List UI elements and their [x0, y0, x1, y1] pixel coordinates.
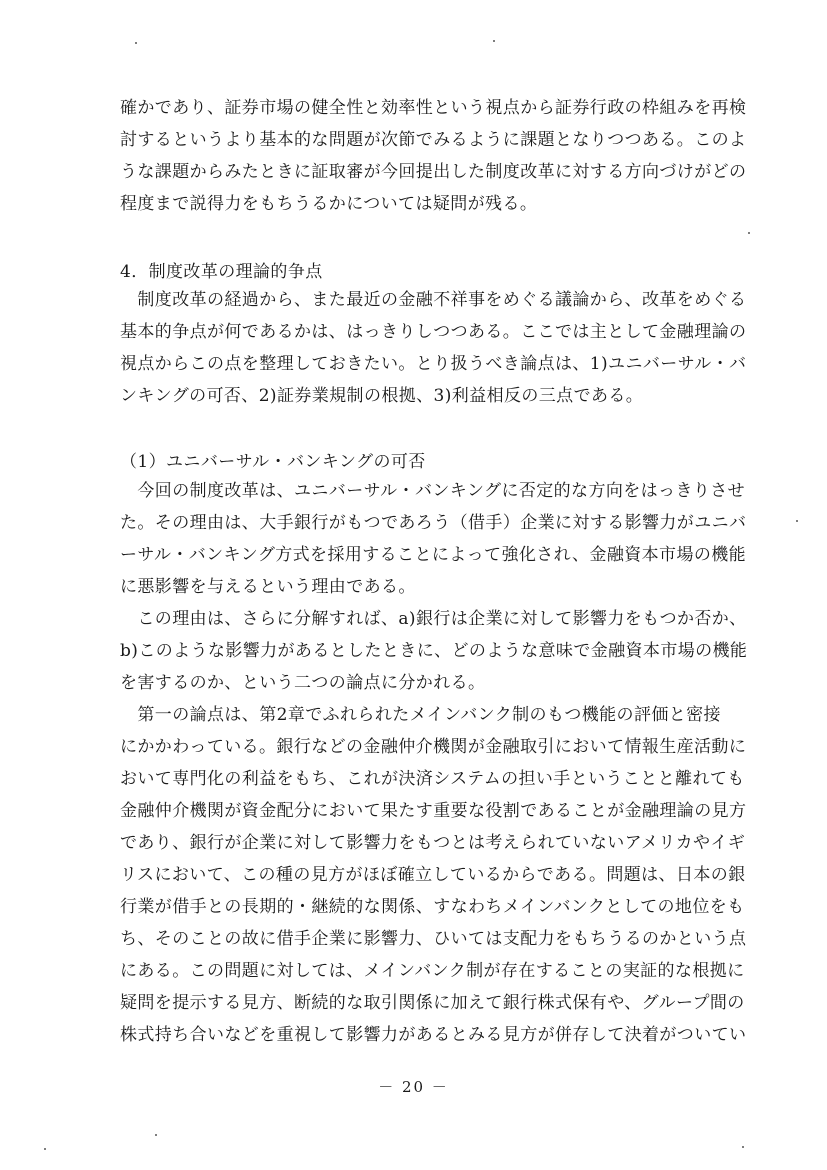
subsection-heading: （1）ユニバーサル・バンキングの可否: [120, 452, 426, 472]
paragraph-line: おいて専門化の利益をもち、これが決済システムの担い手ということと離れても: [120, 769, 745, 789]
paragraph-line: を害するのか、という二つの論点に分かれる。: [120, 673, 486, 693]
paragraph-line: にかかわっている。銀行などの金融仲介機関が金融取引において情報生産活動に: [120, 737, 747, 757]
paragraph-line: リスにおいて、この種の見方がほぼ確立しているからである。問題は、日本の銀: [120, 865, 746, 885]
paragraph-line: た。その理由は、大手銀行がもつであろう（借手）企業に対する影響力がユニバ: [120, 513, 747, 533]
paragraph-line: 第一の論点は、第2章でふれられたメインバンク制のもつ機能の評価と密接: [120, 705, 721, 725]
page-number: － 20 －: [378, 1078, 449, 1096]
paragraph-line: 視点からこの点を整理しておきたい。とり扱うべき論点は、1)ユニバーサル・バ: [120, 354, 747, 374]
paragraph-line: 株式持ち合いなどを重視して影響力があるとみる見方が併存して決着がついてい: [120, 1025, 747, 1045]
scan-speck: [742, 1146, 744, 1148]
paragraph-line: であり、銀行が企業に対して影響力をもつとは考えられていないアメリカやイギ: [120, 833, 746, 853]
paragraph-line: 討するというより基本的な問題が次節でみるように課題となりつつある。このよ: [120, 130, 747, 150]
paragraph-line: b)このような影響力があるとしたときに、どのような意味で金融資本市場の機能: [120, 641, 748, 661]
paragraph-line: 程度まで説得力をもちうるかについては疑問が残る。: [120, 194, 538, 214]
paragraph-line: 疑問を提示する見方、断続的な取引関係に加えて銀行株式保有や、グループ間の: [120, 993, 745, 1013]
paragraph-line: ンキングの可否、2)証券業規制の根拠、3)利益相反の三点である。: [120, 386, 644, 406]
paragraph-line: 確かであり、証券市場の健全性と効率性という視点から証券行政の枠組みを再検: [120, 98, 747, 118]
scan-speck: [135, 42, 137, 44]
paragraph-line: 行業が借手との長期的・継続的な関係、すなわちメインバンクとしての地位をも: [120, 897, 745, 917]
paragraph-line: にある。この問題に対しては、メインバンク制が存在することの実証的な根拠に: [120, 961, 745, 981]
scan-speck: [493, 40, 495, 42]
paragraph-line: 制度改革の経過から、また最近の金融不祥事をめぐる議論から、改革をめぐる: [120, 290, 747, 310]
scan-speck: [748, 232, 750, 234]
paragraph-line: に悪影響を与えるという理由である。: [120, 577, 416, 597]
paragraph-line: 基本的争点が何であるかは、はっきりしつつある。ここでは主として金融理論の: [120, 322, 747, 342]
scan-speck: [44, 1148, 46, 1150]
section-heading: 4．制度改革の理論的争点: [120, 262, 323, 282]
paragraph-line: ち、そのことの故に借手企業に影響力、ひいては支配力をもちうるのかという点: [120, 929, 747, 949]
scan-speck: [155, 1134, 157, 1136]
paragraph-line: うな課題からみたときに証取審が今回提出した制度改革に対する方向づけがどの: [120, 162, 747, 182]
paragraph-line: 今回の制度改革は、ユニバーサル・バンキングに否定的な方向をはっきりさせ: [120, 481, 746, 501]
paragraph-line: この理由は、さらに分解すれば、a)銀行は企業に対して影響力をもつか否か、: [120, 609, 747, 629]
paragraph-line: 金融仲介機関が資金配分において果たす重要な役割であることが金融理論の見方: [120, 801, 747, 821]
paragraph-line: ーサル・バンキング方式を採用することによって強化され、金融資本市場の機能: [120, 545, 747, 565]
scan-speck: [796, 520, 798, 522]
